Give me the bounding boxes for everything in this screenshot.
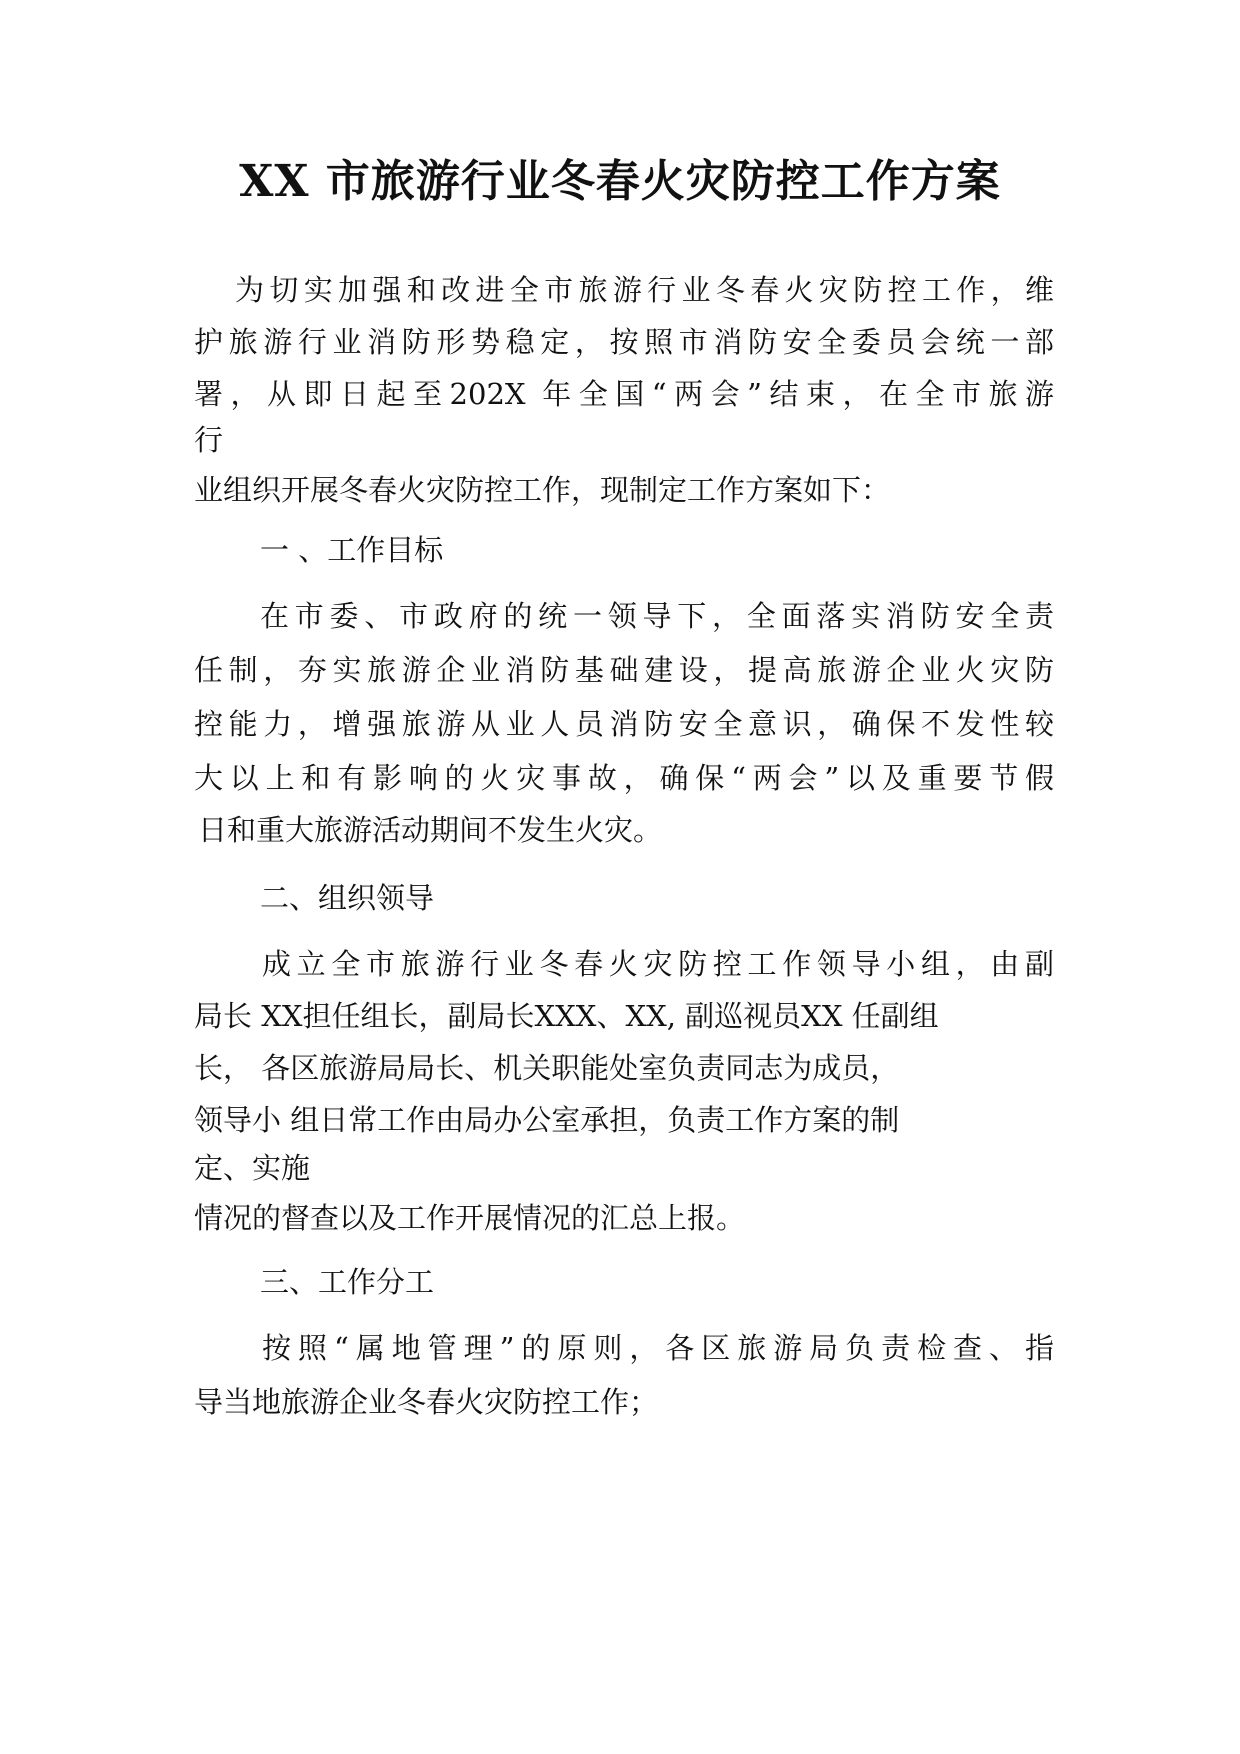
goals-line-2: 任制，夯实旅游企业消防基础建设，提高旅游企业火灾防 [194,653,1054,687]
section-heading-division: 三、工作分工 [260,1265,435,1299]
goals-line-1: 在市委、市政府的统一领导下，全面落实消防安全责 [260,599,1054,633]
intro-line-2: 护旅游行业消防形势稳定，按照市消防安全委员会统一部 [194,325,1054,359]
goals-line-4: 大以上和有影响的火灾事故，确保“两会”以及重要节假 [194,761,1054,795]
intro-line-5: 业组织开展冬春火灾防控工作，现制定工作方案如下： [194,473,891,507]
intro-line-4: 行 [194,423,224,457]
division-line-2: 导当地旅游企业冬春火灾防控工作； [194,1385,659,1419]
organization-line-3: 长， 各区旅游局局长、机关职能处室负责同志为成员， [194,1051,900,1085]
organization-line-6: 情况的督查以及工作开展情况的汇总上报。 [194,1201,746,1235]
goals-line-5: 日和重大旅游活动期间不发生火灾。 [198,813,663,847]
intro-line-3: 署，从即日起至202X 年全国“两会”结束，在全市旅游 [194,377,1054,411]
organization-line-4: 领导小 组日常工作由局办公室承担，负责工作方案的制 [194,1103,900,1137]
intro-line-1: 为切实加强和改进全市旅游行业冬春火灾防控工作，维 [235,273,1054,307]
goals-line-3: 控能力，增强旅游从业人员消防安全意识，确保不发性较 [194,707,1054,741]
organization-line-2: 局长 XX担任组长，副局长XXX、XX, 副巡视员XX 任副组 [194,999,939,1033]
organization-line-1: 成立全市旅游行业冬春火灾防控工作领导小组，由副 [262,947,1054,981]
organization-line-5: 定、实施 [194,1151,311,1185]
section-heading-organization: 二、组织领导 [260,881,435,915]
document-title: XX 市旅游行业冬春火灾防控工作方案 [239,156,1001,207]
division-line-1: 按照“属地管理”的原则，各区旅游局负责检查、指 [262,1331,1054,1365]
section-heading-goals: 一 、工作目标 [260,533,444,567]
